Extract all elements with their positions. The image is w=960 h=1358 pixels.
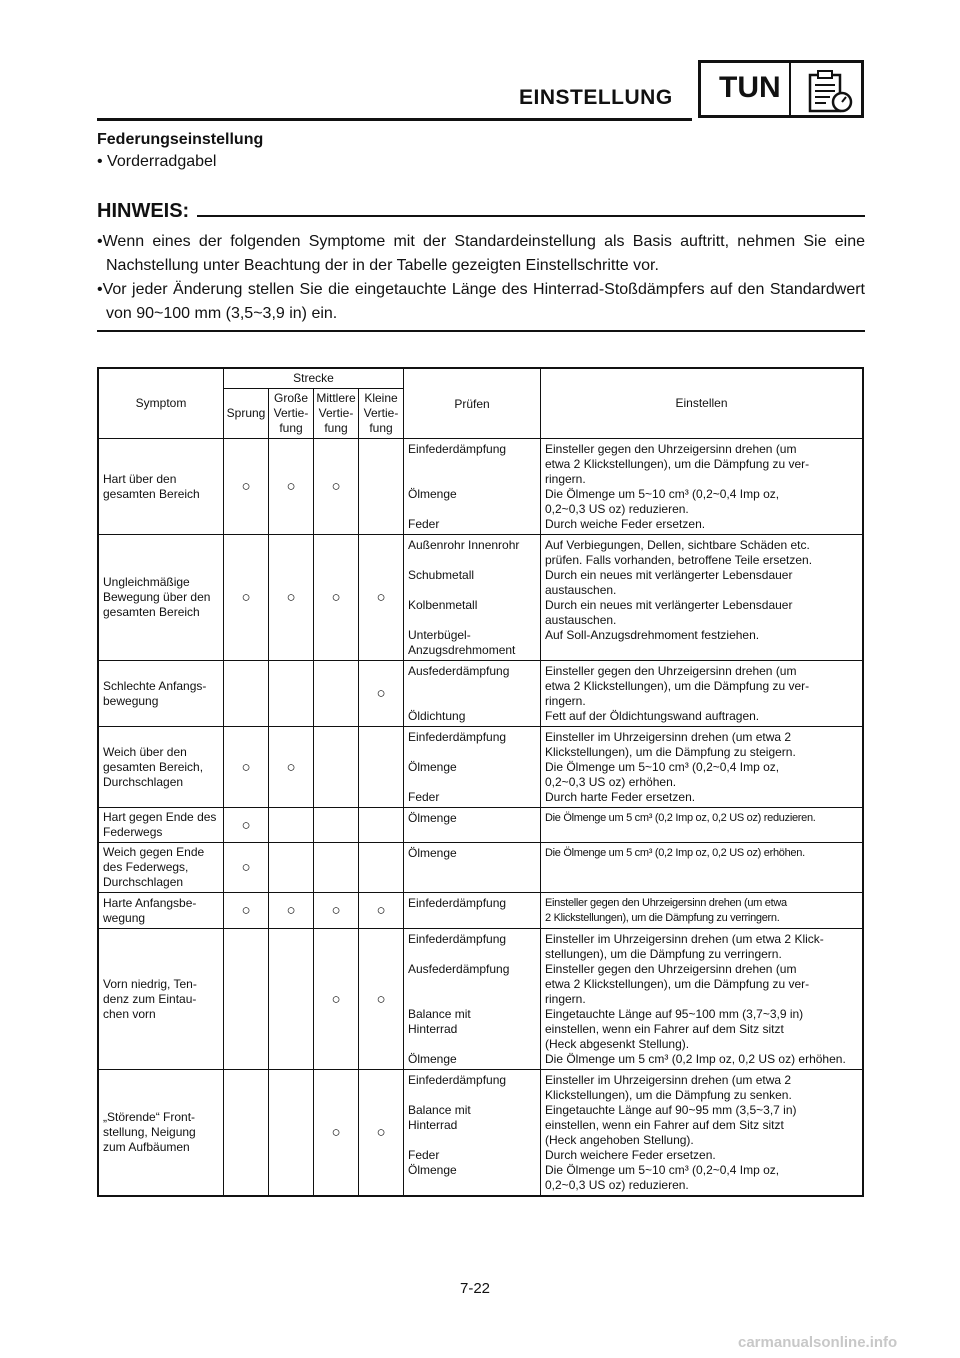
pruefen-line: Ausfederdämpfung (408, 664, 510, 678)
header-kleine: Kleine Vertie- fung (359, 389, 404, 439)
einstellen-line: 0,2~0,3 US oz) reduzieren. (545, 1178, 689, 1192)
pruefen-line: Ölmenge (408, 760, 457, 774)
header-einstellen: Einstellen (541, 368, 864, 439)
pruefen-cell (404, 535, 541, 661)
einstellen-cell (541, 535, 864, 661)
notes-rule (97, 330, 865, 332)
pruefen-line (408, 745, 536, 760)
einstellen-line: Die Ölmenge um 5~10 cm³ (0,2~0,4 Imp oz, (545, 1163, 780, 1177)
pruefen-line: Einfederdämpfung (408, 730, 507, 744)
pruefen-line: Einfederdämpfung (408, 442, 507, 456)
table-header-row (98, 368, 863, 389)
pruefen-line: Ausfederdämpfung (408, 962, 510, 976)
route-mark-cell (359, 843, 404, 893)
einstellen-line: Auf Verbiegungen, Dellen, sichtbare Schäden etc. (545, 538, 810, 552)
einstellen-line: Die Ölmenge um 5~10 cm³ (0,2~0,4 Imp oz, (545, 760, 780, 774)
einstellen-line: Durch weichere Feder ersetzen. (545, 1148, 716, 1162)
route-mark-cell (269, 929, 314, 1070)
tun-label: TUN (719, 71, 781, 104)
suspension-table (97, 367, 864, 1197)
circle-mark-icon: ○ (331, 990, 341, 1008)
pruefen-line: Ölmenge (408, 846, 457, 860)
header-symptom: Symptom (98, 368, 224, 439)
note-item: •Vor jeder Änderung stellen Sie die eingetauchte Länge des Hinterrad-Stoßdämpfers auf den Standardwert von 90~100 mm (3,5~3,9 in) ein. (97, 281, 865, 322)
symptom-cell: Hart gegen Ende des Federwegs (98, 808, 224, 843)
einstellen-line: ringern. (545, 694, 586, 708)
pruefen-cell (404, 727, 541, 808)
symptom-cell: Schlechte Anfangs- bewegung (98, 661, 224, 727)
page-header (97, 60, 865, 120)
pruefen-cell (404, 808, 541, 843)
einstellen-line: Klickstellungen), um die Dämpfung zu senken. (545, 1088, 792, 1102)
route-mark-cell (314, 929, 359, 1070)
einstellen-line (545, 643, 858, 658)
table-row (98, 808, 863, 843)
pruefen-line (408, 457, 536, 472)
route-mark-cell (314, 1070, 359, 1197)
route-mark-cell (314, 727, 359, 808)
route-mark-cell (224, 808, 269, 843)
einstellen-line: Die Ölmenge um 5 cm³ (0,2 Imp oz, 0,2 US oz) reduzieren. (545, 812, 816, 824)
symptom-cell: Ungleichmäßige Bewegung über den gesamten Bereich (98, 535, 224, 661)
route-mark-cell (269, 1070, 314, 1197)
route-mark-cell (269, 893, 314, 929)
einstellen-line: Klickstellungen), um die Dämpfung zu steigern. (545, 745, 796, 759)
route-mark-cell (359, 439, 404, 535)
einstellen-line: prüfen. Falls vorhanden, betroffene Teile ersetzen. (545, 553, 813, 567)
pruefen-line (408, 472, 536, 487)
route-mark-cell (224, 535, 269, 661)
einstellen-line: Einsteller im Uhrzeigersinn drehen (um etwa 2 (545, 730, 792, 744)
pruefen-line: Feder (408, 790, 440, 804)
pruefen-line: Ölmenge (408, 487, 457, 501)
route-mark-cell (224, 843, 269, 893)
pruefen-line (408, 992, 536, 1007)
table-row (98, 535, 863, 661)
route-mark-cell (314, 535, 359, 661)
einstellen-line: Einsteller im Uhrzeigersinn drehen (um etwa 2 Klick- (545, 932, 824, 946)
einstellen-cell (541, 661, 864, 727)
circle-mark-icon: ○ (241, 758, 251, 776)
route-mark-cell (224, 1070, 269, 1197)
einstellen-line: 0,2~0,3 US oz) erhöhen. (545, 775, 677, 789)
einstellen-line: etwa 2 Klickstellungen), um die Dämpfung zu ver- (545, 679, 810, 693)
pruefen-line: Öldichtung (408, 709, 466, 723)
pruefen-line: Schubmetall (408, 568, 475, 582)
pruefen-line: Ölmenge (408, 1163, 457, 1177)
symptom-cell: „Störende“ Front- stellung, Neigung zum Aufbäumen (98, 1070, 224, 1197)
circle-mark-icon: ○ (286, 902, 296, 919)
pruefen-line: Unterbügel- (408, 628, 471, 642)
pruefen-line (408, 679, 536, 694)
tun-badge (698, 60, 864, 118)
route-mark-cell (224, 727, 269, 808)
pruefen-line: Ölmenge (408, 811, 457, 825)
pruefen-line (408, 1037, 536, 1052)
route-mark-cell (359, 929, 404, 1070)
circle-mark-icon: ○ (331, 1124, 341, 1141)
pruefen-cell (404, 1070, 541, 1197)
circle-mark-icon: ○ (331, 902, 341, 919)
section-subtitle: • Vorderradgabel (97, 153, 217, 170)
circle-mark-icon: ○ (286, 478, 296, 495)
pruefen-cell (404, 893, 541, 929)
einstellen-line: Die Ölmenge um 5 cm³ (0,2 Imp oz, 0,2 US oz) erhöhen. (545, 1052, 846, 1066)
route-mark-cell (314, 661, 359, 727)
symptom-cell: Vorn niedrig, Ten- denz zum Eintau- chen vorn (98, 929, 224, 1070)
pruefen-line (408, 1088, 536, 1103)
pruefen-line: Anzugsdrehmoment (408, 643, 516, 657)
einstellen-line: Die Ölmenge um 5~10 cm³ (0,2~0,4 Imp oz, (545, 487, 780, 501)
pruefen-line: Kolbenmetall (408, 598, 478, 612)
route-mark-cell (359, 661, 404, 727)
header-sprung: Sprung (224, 389, 269, 439)
einstellen-line: austauschen. (545, 583, 617, 597)
circle-mark-icon: ○ (376, 1124, 386, 1141)
einstellen-line: ringern. (545, 472, 586, 486)
einstellen-line: Einsteller gegen den Uhrzeigersinn drehen (um (545, 664, 797, 678)
pruefen-line (408, 502, 536, 517)
route-mark-cell (269, 808, 314, 843)
route-mark-cell (314, 843, 359, 893)
route-mark-cell (359, 893, 404, 929)
pruefen-line (408, 947, 536, 962)
page-number: 7-22 (460, 1280, 491, 1297)
circle-mark-icon: ○ (376, 685, 386, 702)
pruefen-line (408, 694, 536, 709)
einstellen-line: Eingetauchte Länge auf 95~100 mm (3,7~3,9 in) (545, 1007, 804, 1021)
pruefen-line: Einfederdämpfung (408, 932, 507, 946)
pruefen-line (408, 613, 536, 628)
watermark: carmanualsonline.info (738, 1334, 898, 1351)
pruefen-line: Feder (408, 517, 440, 531)
einstellen-line: etwa 2 Klickstellungen), um die Dämpfung zu ver- (545, 457, 810, 471)
table-row (98, 727, 863, 808)
table-row (98, 929, 863, 1070)
pruefen-cell (404, 843, 541, 893)
circle-mark-icon: ○ (376, 902, 386, 919)
pruefen-line (408, 977, 536, 992)
einstellen-line: Fett auf der Öldichtungswand auftragen. (545, 709, 760, 723)
chapter-title: EINSTELLUNG (519, 86, 673, 109)
header-grosse: Große Vertie- fung (269, 389, 314, 439)
pruefen-line: Einfederdämpfung (408, 1073, 507, 1087)
symptom-cell: Weich gegen Ende des Federwegs, Durchschlagen (98, 843, 224, 893)
einstellen-line: Durch weiche Feder ersetzen. (545, 517, 706, 531)
einstellen-line: einstellen, wenn ein Fahrer auf dem Sitz sitzt (545, 1022, 784, 1036)
hinweis-rule (197, 215, 865, 217)
route-mark-cell (224, 439, 269, 535)
einstellen-cell (541, 843, 864, 893)
pruefen-cell (404, 929, 541, 1070)
einstellen-cell (541, 1070, 864, 1197)
table-row (98, 893, 863, 929)
pruefen-line: Hinterrad (408, 1022, 458, 1036)
table-row (98, 439, 863, 535)
route-mark-cell (359, 1070, 404, 1197)
pruefen-cell (404, 439, 541, 535)
einstellen-line: (Heck angehoben Stellung). (545, 1133, 694, 1147)
route-mark-cell (269, 535, 314, 661)
einstellen-line: (Heck abgesenkt Stellung). (545, 1037, 690, 1051)
circle-mark-icon: ○ (241, 816, 251, 834)
einstellen-line: Auf Soll-Anzugsdrehmoment festziehen. (545, 628, 760, 642)
route-mark-cell (314, 808, 359, 843)
einstellen-line: 0,2~0,3 US oz) reduzieren. (545, 502, 689, 516)
badge-divider (789, 63, 791, 115)
einstellen-line: Einsteller im Uhrzeigersinn drehen (um etwa 2 (545, 1073, 792, 1087)
einstellen-line: Durch ein neues mit verlängerter Lebensdauer (545, 568, 793, 582)
route-mark-cell (359, 535, 404, 661)
einstellen-line: Durch ein neues mit verlängerter Lebensdauer (545, 598, 793, 612)
pruefen-cell (404, 661, 541, 727)
pruefen-line (408, 583, 536, 598)
section-title: Federungseinstellung (97, 131, 264, 148)
einstellen-line: einstellen, wenn ein Fahrer auf dem Sitz sitzt (545, 1118, 784, 1132)
note-item: •Wenn eines der folgenden Symptome mit der Standardeinstellung als Basis auftritt, nehmen Sie eine Nachstellung unter Beachtung der in der Tabelle gezeigten Einstellschritte vor. (97, 233, 865, 274)
clipboard-stopwatch-icon (806, 69, 856, 115)
table-row (98, 843, 863, 893)
einstellen-line: etwa 2 Klickstellungen), um die Dämpfung zu ver- (545, 977, 810, 991)
hinweis-label: HINWEIS: (97, 200, 190, 222)
pruefen-line: Einfederdämpfung (408, 896, 507, 910)
pruefen-line (408, 553, 536, 568)
einstellen-line: Eingetauchte Länge auf 90~95 mm (3,5~3,7 in) (545, 1103, 797, 1117)
einstellen-line: stellungen), um die Dämpfung zu verringern. (545, 947, 782, 961)
pruefen-line: Balance mit (408, 1103, 471, 1117)
pruefen-line (408, 1133, 536, 1148)
table-row (98, 1070, 863, 1197)
einstellen-line: Die Ölmenge um 5 cm³ (0,2 Imp oz, 0,2 US oz) erhöhen. (545, 847, 805, 859)
einstellen-line: Einsteller gegen den Uhrzeigersinn drehen (um (545, 962, 797, 976)
pruefen-line: Außenrohr Innenrohr (408, 538, 520, 552)
circle-mark-icon: ○ (241, 902, 251, 919)
circle-mark-icon: ○ (241, 478, 251, 495)
route-mark-cell (269, 843, 314, 893)
einstellen-cell (541, 727, 864, 808)
route-mark-cell (269, 727, 314, 808)
route-mark-cell (359, 727, 404, 808)
symptom-cell: Weich über den gesamten Bereich, Durchschlagen (98, 727, 224, 808)
circle-mark-icon: ○ (286, 589, 296, 606)
einstellen-line: 2 Klickstellungen), um die Dämpfung zu verringern. (545, 912, 780, 924)
route-mark-cell (224, 661, 269, 727)
table-row (98, 661, 863, 727)
route-mark-cell (359, 808, 404, 843)
circle-mark-icon: ○ (376, 589, 386, 606)
circle-mark-icon: ○ (331, 589, 341, 606)
einstellen-cell (541, 808, 864, 843)
header-rule (97, 118, 692, 121)
header-strecke: Strecke (224, 368, 404, 389)
route-mark-cell (224, 893, 269, 929)
route-mark-cell (269, 439, 314, 535)
route-mark-cell (224, 929, 269, 1070)
pruefen-line: Feder (408, 1148, 440, 1162)
einstellen-cell (541, 439, 864, 535)
symptom-cell: Harte Anfangsbe- wegung (98, 893, 224, 929)
pruefen-line (408, 1178, 536, 1193)
einstellen-cell (541, 893, 864, 929)
route-mark-cell (314, 893, 359, 929)
circle-mark-icon: ○ (331, 478, 341, 495)
circle-mark-icon: ○ (241, 859, 251, 876)
einstellen-line: Einsteller gegen den Uhrzeigersinn drehen (um etwa (545, 897, 787, 909)
circle-mark-icon: ○ (241, 589, 251, 606)
route-mark-cell (314, 439, 359, 535)
circle-mark-icon: ○ (286, 758, 296, 776)
route-mark-cell (269, 661, 314, 727)
symptom-cell: Hart über den gesamten Bereich (98, 439, 224, 535)
circle-mark-icon: ○ (376, 990, 386, 1008)
einstellen-line: ringern. (545, 992, 586, 1006)
pruefen-line: Balance mit (408, 1007, 471, 1021)
pruefen-line: Hinterrad (408, 1118, 458, 1132)
einstellen-line: Durch harte Feder ersetzen. (545, 790, 696, 804)
pruefen-line: Ölmenge (408, 1052, 457, 1066)
pruefen-line (408, 775, 536, 790)
header-pruefen: Prüfen (404, 368, 541, 439)
header-mittlere: Mittlere Vertie- fung (314, 389, 359, 439)
einstellen-line: austauschen. (545, 613, 617, 627)
hinweis-notes (97, 230, 865, 326)
einstellen-cell (541, 929, 864, 1070)
einstellen-line: Einsteller gegen den Uhrzeigersinn drehen (um (545, 442, 797, 456)
